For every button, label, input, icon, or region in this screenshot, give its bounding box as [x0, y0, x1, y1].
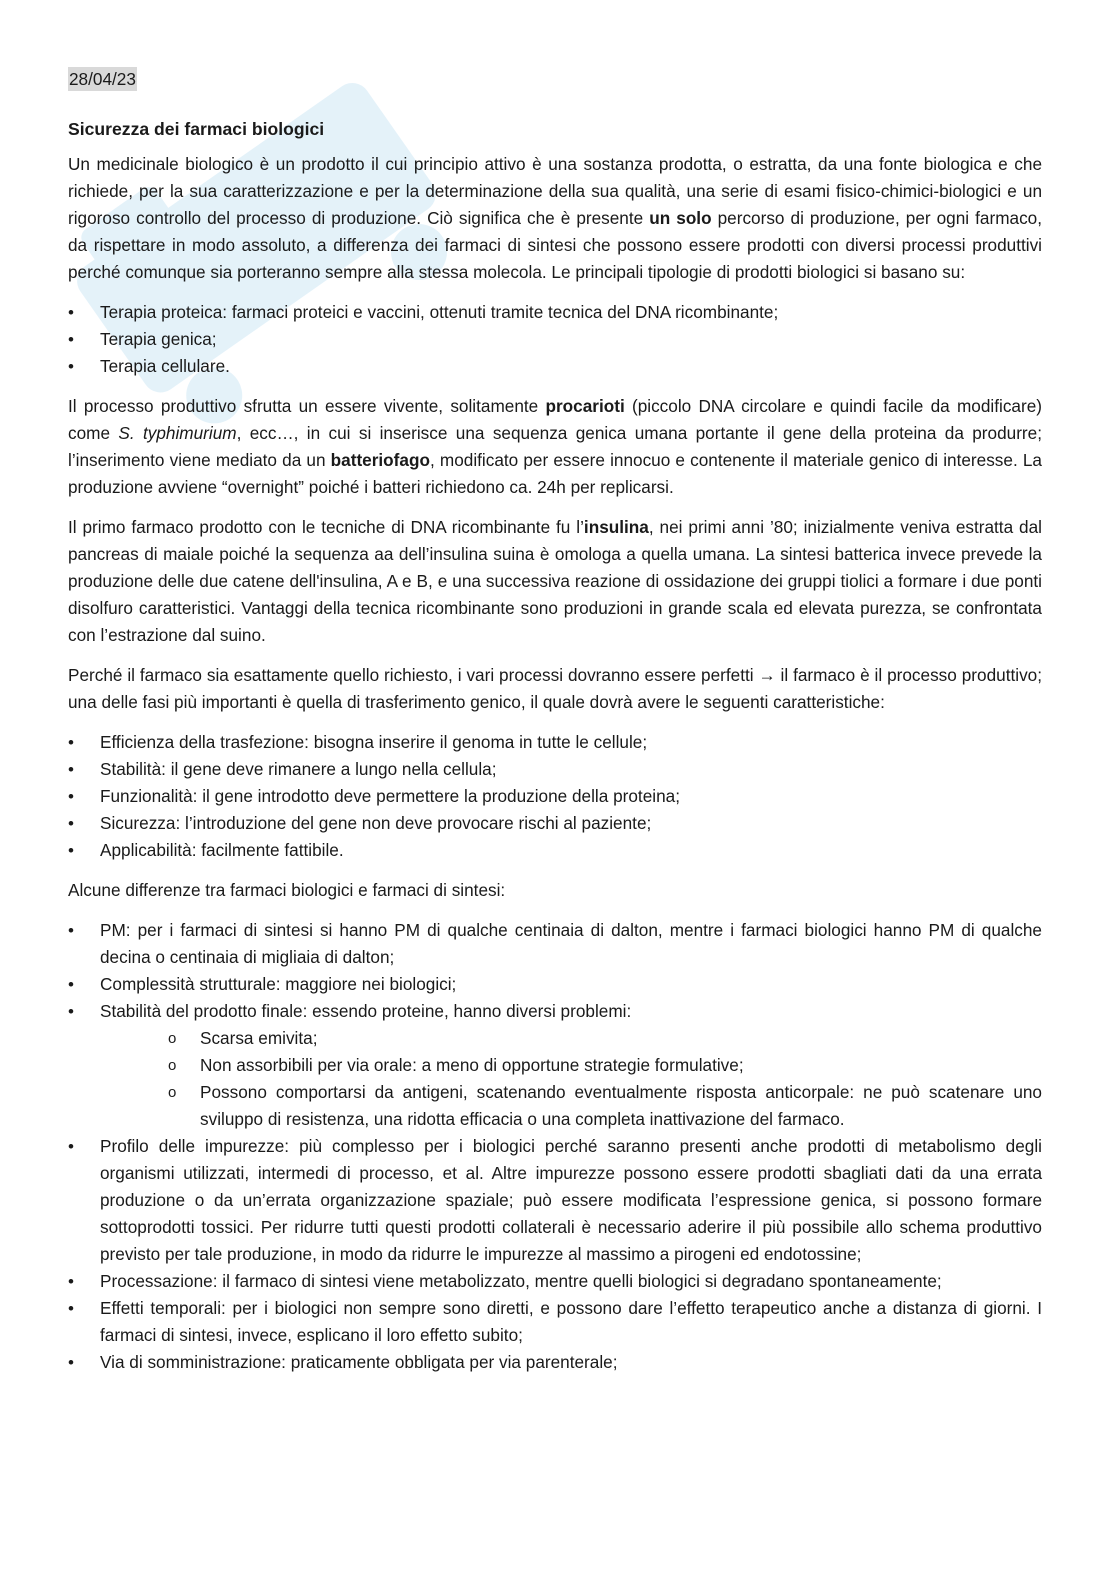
process-text-e: , ecc…, in cui si inserisce una sequenza genica umana portante il gene della proteina da produrre; l’inserimento viene mediato da un [68, 423, 1042, 470]
intro-bold-un-solo: un solo [649, 208, 712, 228]
list-item-complexity: • Complessità strutturale: maggiore nei biologici; [68, 971, 1042, 998]
differences-list [68, 917, 1042, 1376]
sublist-item: o Scarsa emivita; [100, 1025, 1042, 1052]
intro-paragraph [68, 151, 1042, 286]
process-text-g: , modificato per essere innocuo e contenente il materiale genico di interesse. La produzione avviene “overnight” poiché i batteri richiedono ca. 24h per replicarsi. [68, 450, 1042, 497]
document-title: Sicurezza dei farmaci biologici [68, 119, 325, 139]
transfer-intro-paragraph: Perché il farmaco sia esattamente quello richiesto, i vari processi dovranno essere perfetti → il farmaco è il processo produttivo; una delle fasi più importanti è quella di trasferimento genico, il quale dovrà avere le seguenti caratteristiche: [68, 665, 1042, 712]
list-item: • Terapia cellulare. [68, 353, 1042, 380]
document-page [68, 64, 1042, 1389]
list-item: • Funzionalità: il gene introdotto deve permettere la produzione della proteina; [68, 783, 1042, 810]
list-item-pm: • PM: per i farmaci di sintesi si hanno PM di qualche centinaia di dalton, mentre i farmaci biologici hanno PM di qualche decina o centinaia di migliaia di dalton; [68, 917, 1042, 971]
list-item: • Terapia proteica: farmaci proteici e vaccini, ottenuti tramite tecnica del DNA ricombinante; [68, 299, 1042, 326]
differences-intro-paragraph: Alcune differenze tra farmaci biologici e farmaci di sintesi: [68, 880, 506, 900]
process-text-c: (piccolo DNA circolare e quindi facile da modificare) come [68, 396, 1042, 443]
list-item: • Stabilità: il gene deve rimanere a lungo nella cellula; [68, 756, 1042, 783]
list-item: • Terapia genica; [68, 326, 1042, 353]
biologic-types-list [68, 299, 1042, 380]
list-item-impurities: • Profilo delle impurezze: più complesso per i biologici perché saranno presenti anche prodotti di metabolismo degli organismi utilizzati, intermedi di processo, et al. Altre impurezze possono essere prodotti sbagliati dati da una errata produzione o da un’errata organizzazione spaziale; può essere modificata l’espressione genica, si possono formare sottoprodotti tossici. Per ridurre tutti questi prodotti collaterali è necessario aderire il più possibile allo schema produttivo previsto per tale produzione, in modo da ridurre le impurezze al massimo a pirogeni ed endotossine; [68, 1133, 1042, 1268]
sublist-item: o Non assorbibili per via orale: a meno di opportune strategie formulative; [100, 1052, 1042, 1079]
list-item: • Efficienza della trasfezione: bisogna inserire il genoma in tutte le cellule; [68, 729, 1042, 756]
sublist-item: o Possono comportarsi da antigeni, scatenando eventualmente risposta anticorpale: ne può scatenare uno sviluppo di resistenza, una ridotta efficacia o una completa inattivazione del farmaco. [100, 1079, 1042, 1133]
stability-sublist [100, 1025, 1042, 1133]
stability-label: Stabilità del prodotto finale: essendo proteine, hanno diversi problemi: [100, 1001, 632, 1021]
insulin-text-c: , nei primi anni ’80; inizialmente veniva estratta dal pancreas di maiale poiché la sequenza aa dell’insulina suina è omologa a quella umana. La sintesi batterica invece prevede la produzione delle due catene dell'insulina, A e B, e una successiva reazione di ossidazione dei gruppi tiolici a formare i due ponti disolfuro caratteristici. Vantaggi della tecnica ricombinante sono produzioni in grande scala ed elevata purezza, se confrontata con l’estrazione dal suino. [68, 517, 1042, 645]
list-item-administration: • Via di somministrazione: praticamente obbligata per via parenterale; [68, 1349, 1042, 1376]
list-item-stability [68, 998, 1042, 1133]
list-item: • Applicabilità: facilmente fattibile. [68, 837, 1042, 864]
process-bold-batteriofago: batteriofago [330, 450, 430, 470]
document-date: 28/04/23 [69, 69, 136, 89]
transfer-features-list [68, 729, 1042, 864]
process-italic-species: S. typhimurium [118, 423, 237, 443]
list-item-processing: • Processazione: il farmaco di sintesi viene metabolizzato, mentre quelli biologici si degradano spontaneamente; [68, 1268, 1042, 1295]
process-text-a: Il processo produttivo sfrutta un essere vivente, solitamente [68, 396, 546, 416]
intro-text-2: percorso di produzione, per ogni farmaco, da rispettare in modo assoluto, a differenza dei farmaci di sintesi che possono essere prodotti con diversi processi produttivi perché comunque sia porteranno sempre alla stessa molecola. Le principali tipologie di prodotti biologici si basano su: [68, 208, 1042, 282]
insulin-bold-insulina: insulina [583, 517, 649, 537]
intro-text-1: Un medicinale biologico è un prodotto il cui principio attivo è una sostanza prodotta, o estratta, da una fonte biologica e che richiede, per la sua caratterizzazione e per la determinazione della sua qualità, una serie di esami fisico-chimici-biologici e un rigoroso controllo del processo di produzione. Ciò significa che è presente [68, 154, 1042, 228]
insulin-text-a: Il primo farmaco prodotto con le tecniche di DNA ricombinante fu l’ [68, 517, 584, 537]
list-item-time-effects: • Effetti temporali: per i biologici non sempre sono diretti, e possono dare l’effetto terapeutico anche a distanza di giorni. I farmaci di sintesi, invece, esplicano il loro effetto subito; [68, 1295, 1042, 1349]
insulin-paragraph [68, 514, 1042, 649]
list-item: • Sicurezza: l’introduzione del gene non deve provocare rischi al paziente; [68, 810, 1042, 837]
process-paragraph [68, 393, 1042, 501]
process-bold-procarioti: procarioti [545, 396, 625, 416]
